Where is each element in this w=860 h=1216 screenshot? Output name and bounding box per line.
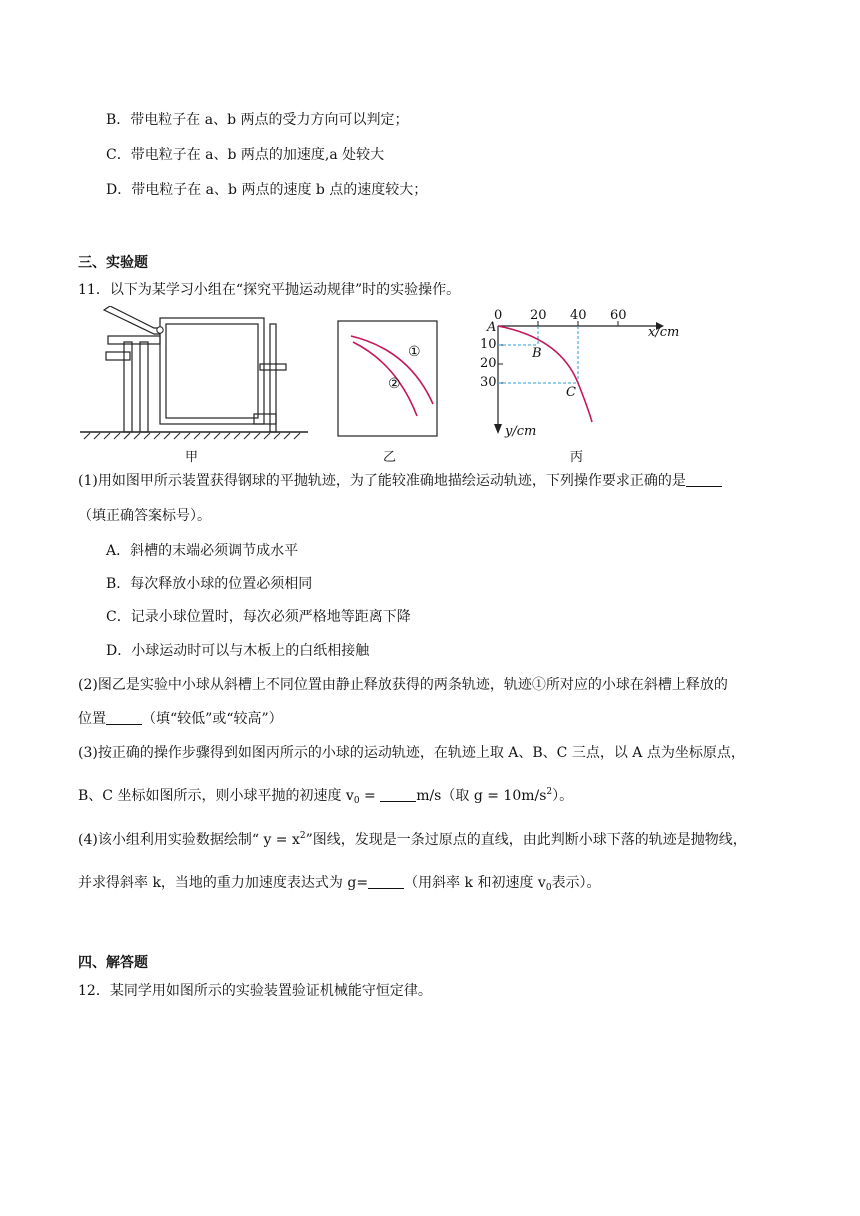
- y-tick-10: 10: [480, 337, 497, 352]
- answer-blank-4[interactable]: [368, 874, 404, 889]
- y-axis-arrow-icon: [494, 424, 502, 434]
- answer-blank-1[interactable]: [686, 472, 722, 487]
- q11-option-c: C．记录小球位置时，每次必须严格地等距离下降: [106, 609, 411, 625]
- option-c-q10: C．带电粒子在 a、b 两点的加速度,a 处较大: [106, 147, 385, 163]
- x-tick-40: 40: [570, 308, 587, 323]
- x-axis-label: x/cm: [648, 325, 680, 340]
- trajectory-1-label: ①: [408, 344, 421, 360]
- q11-option-d: D．小球运动时可以与木板上的白纸相接触: [106, 643, 370, 659]
- figure-yi-caption: 乙: [383, 450, 397, 465]
- q11-stem: 11．以下为某学习小组在“探究平抛运动规律”时的实验操作。: [78, 282, 461, 298]
- figure-bing-caption: 丙: [570, 450, 584, 465]
- option-d-q10: D．带电粒子在 a、b 两点的速度 b 点的速度较大；: [106, 182, 428, 198]
- q11-part1-line2: （填正确答案标号）。: [78, 508, 211, 524]
- section-heading-experiment: 三、实验题: [78, 255, 148, 271]
- answer-blank-2[interactable]: [106, 710, 142, 725]
- y-tick-30: 30: [480, 375, 497, 390]
- q11-part3-line1: (3)按正确的操作步骤得到如图丙所示的小球的运动轨迹，在轨迹上取 A、B、C 三点，以 A 点为坐标原点，: [78, 745, 745, 761]
- figure-jia-apparatus: [80, 306, 312, 440]
- trajectory-2-label: ②: [388, 376, 401, 392]
- x-tick-60: 60: [610, 308, 627, 323]
- q11-part3-line2: B、C 坐标如图所示，则小球平抛的初速度 $v_0 = m/s$（取 $g = 10m/s^2$）。: [78, 787, 574, 806]
- trajectory-1: [351, 336, 433, 404]
- section-heading-answer: 四、解答题: [78, 955, 148, 971]
- q11-part2-line2: 位置 （填“较低”或“较高”）: [78, 711, 283, 727]
- x-tick-20: 20: [530, 308, 547, 323]
- point-c-label: C: [566, 385, 576, 400]
- q11-part4-line2: 并求得斜率 k，当地的重力加速度表达式为 g= （用斜率 k 和初速度 $v_0$表示）。: [78, 875, 601, 893]
- point-a-label: A: [487, 320, 497, 335]
- point-b-label: B: [532, 346, 542, 361]
- q11-option-b: B．每次释放小球的位置必须相同: [106, 576, 313, 592]
- q12-stem: 12．某同学用如图所示的实验装置验证机械能守恒定律。: [78, 983, 432, 999]
- answer-blank-3[interactable]: [380, 787, 416, 802]
- y-tick-20: 20: [480, 356, 497, 371]
- y-axis-label: y/cm: [505, 424, 537, 439]
- q11-part4-line1: (4)该小组利用实验数据绘制“ $y = x^2$”图线，发现是一条过原点的直线，由此判断小球下落的轨迹是抛物线，: [78, 831, 747, 848]
- q11-option-a: A．斜槽的末端必须调节成水平: [106, 543, 299, 559]
- x-tick-0: 0: [494, 308, 503, 323]
- q11-part2-line1: (2)图乙是实验中小球从斜槽上不同位置由静止释放获得的两条轨迹，轨迹①所对应的小球在斜槽上释放的: [78, 677, 728, 693]
- q11-part1-line1: (1)用如图甲所示装置获得钢球的平抛轨迹，为了能较准确地描绘运动轨迹，下列操作要求正确的是: [78, 471, 722, 491]
- option-b-q10: B．带电粒子在 a、b 两点的受力方向可以判定；: [106, 112, 409, 128]
- figure-jia-caption: 甲: [185, 450, 199, 465]
